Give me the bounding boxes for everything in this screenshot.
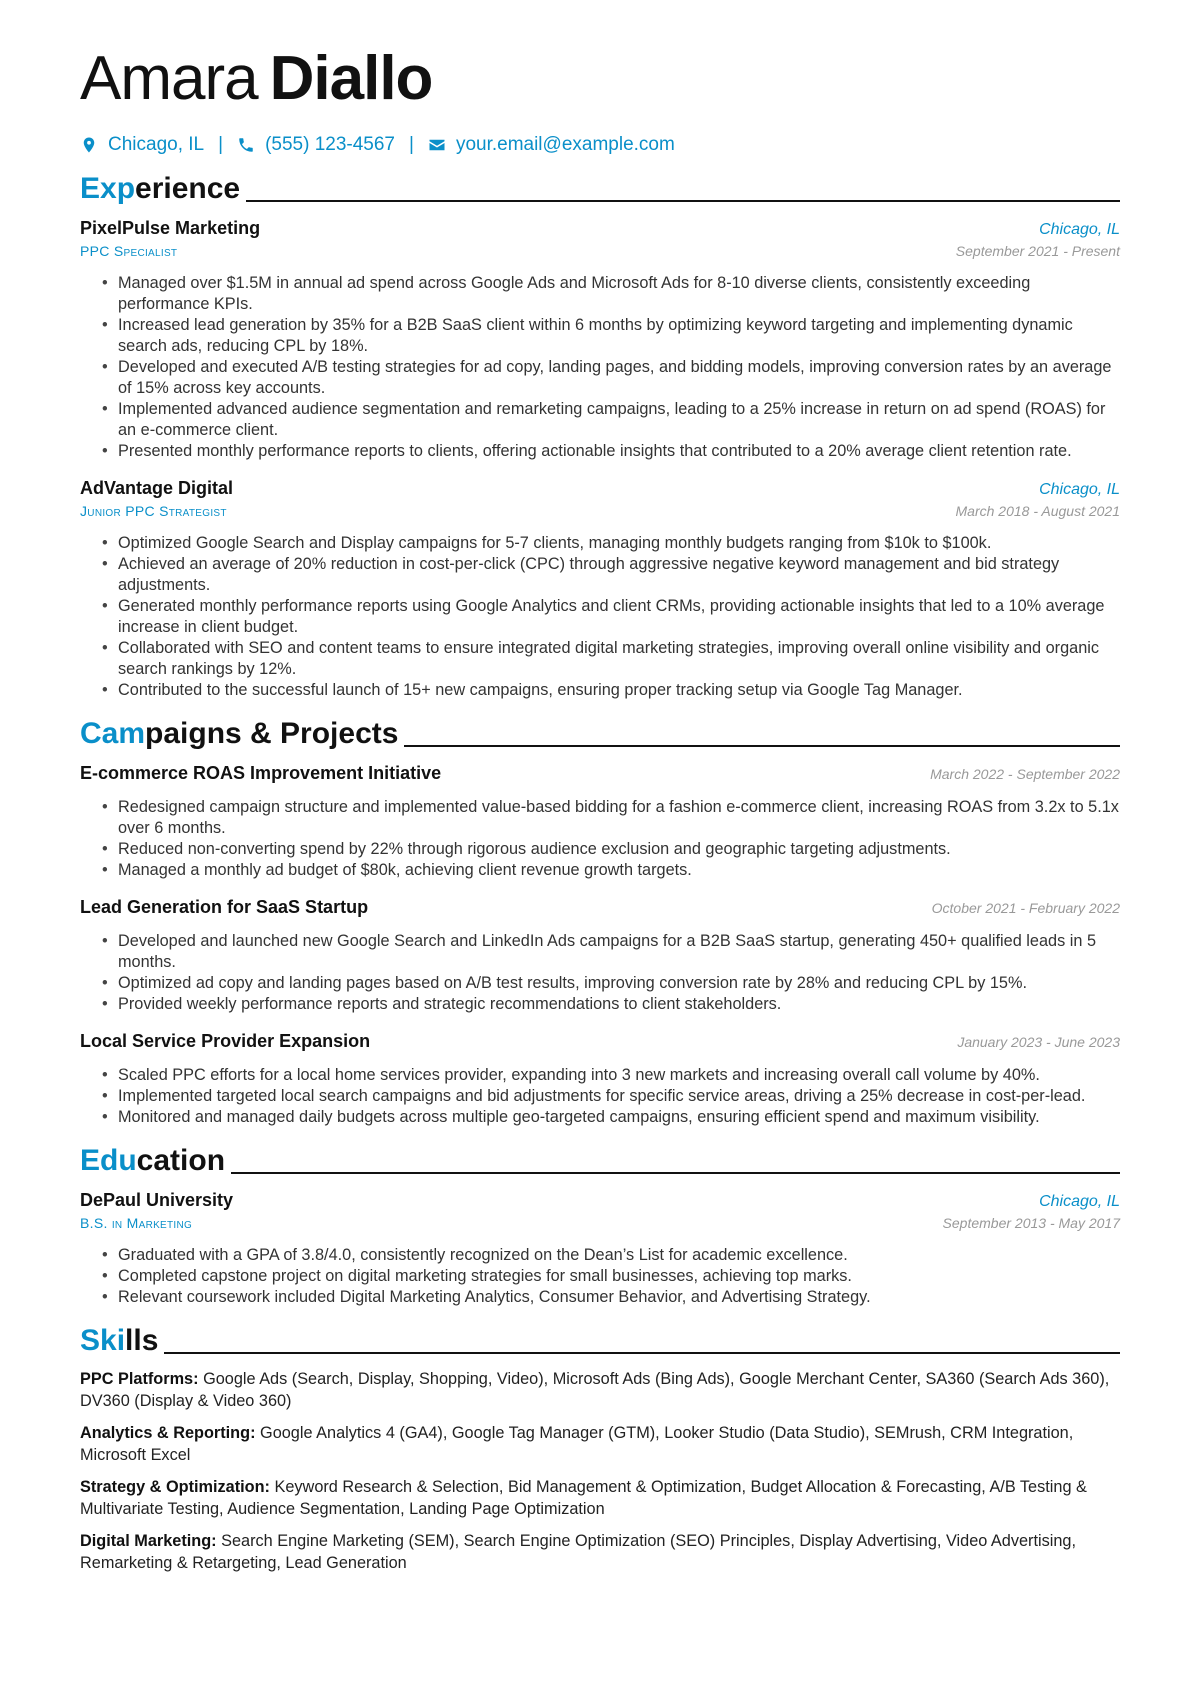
education-bullets [102,1245,1120,1308]
list-item: • Relevant coursework included Digital Marketing Analytics, Consumer Behavior, and Advertising Strategy. [102,1287,1120,1308]
projects-heading [80,713,1120,751]
skill-group [80,1368,1120,1412]
phone-text: (555) 123-4567 [265,134,395,155]
job-dates: September 2021 - Present [955,243,1120,259]
contact-line [80,132,1120,158]
first-name: Amara [80,44,258,113]
experience-heading [80,168,1120,206]
job-entry [80,216,1120,462]
section-divider [231,1172,1120,1174]
job-bullets [102,533,1120,701]
education-entry [80,1188,1120,1308]
project-dates: March 2022 - September 2022 [930,766,1120,782]
list-item: • Implemented targeted local search campaigns and bid adjustments for specific service areas, driving a 25% decrease in cost-per-lead. [102,1086,1120,1107]
skills-heading [80,1320,1120,1358]
contact-location [80,134,204,156]
education-dates: September 2013 - May 2017 [942,1215,1120,1231]
skill-group [80,1530,1120,1574]
list-item: • Monitored and managed daily budgets across multiple geo-targeted campaigns, ensuring efficient spend and maximum visibility. [102,1107,1120,1128]
list-item: • Managed over $1.5M in annual ad spend across Google Ads and Microsoft Ads for 8-10 diverse clients, consistently exceeding performance KPIs. [102,273,1120,315]
skill-label: Strategy & Optimization: [80,1478,270,1496]
job-location: Chicago, IL [1039,481,1120,498]
education-heading [80,1140,1120,1178]
project-dates: January 2023 - June 2023 [957,1034,1120,1050]
project-bullets [102,931,1120,1015]
contact-separator: | [409,134,414,155]
school-location: Chicago, IL [1039,1193,1120,1210]
list-item: • Optimized Google Search and Display campaigns for 5-7 clients, managing monthly budgets ranging from $10k to $100k. [102,533,1120,554]
email-text: your.email@example.com [455,134,675,155]
skill-text: Keyword Research & Selection, Bid Management & Optimization, Budget Allocation & Forecasting, A/B Testing & Multivariate Testing, Audience Segmentation, Landing Page Optimization [80,1478,1087,1518]
list-item: • Presented monthly performance reports to clients, offering actionable insights that contributed to a 20% average client retention rate. [102,441,1120,462]
degree: B.S. in Marketing [80,1215,193,1231]
job-role: PPC Specialist [80,243,178,259]
section-title: Education [80,1144,226,1177]
list-item: • Implemented advanced audience segmentation and remarketing campaigns, leading to a 25% increase in return on ad spend (ROAS) for an e-commerce client. [102,399,1120,441]
location-text: Chicago, IL [108,134,205,155]
resume-page [80,40,1120,1574]
phone-icon [237,135,255,155]
section-title: Skills [80,1324,159,1357]
list-item: • Managed a monthly ad budget of $80k, achieving client revenue growth targets. [102,860,1120,881]
list-item: • Scaled PPC efforts for a local home services provider, expanding into 3 new markets and increasing overall call volume by 40%. [102,1065,1120,1086]
list-item: • Achieved an average of 20% reduction in cost-per-click (CPC) through aggressive negative keyword management and bid strategy adjustments. [102,554,1120,596]
job-bullets [102,273,1120,462]
list-item: • Contributed to the successful launch of 15+ new campaigns, ensuring proper tracking setup via Google Tag Manager. [102,680,1120,701]
company-name: AdVantage Digital [80,478,234,498]
list-item: • Graduated with a GPA of 3.8/4.0, consistently recognized on the Dean’s List for academic excellence. [102,1245,1120,1266]
project-bullets [102,797,1120,881]
skill-group [80,1476,1120,1520]
list-item: • Provided weekly performance reports and strategic recommendations to client stakeholders. [102,994,1120,1015]
project-name: Local Service Provider Expansion [80,1031,371,1051]
contact-email[interactable] [428,134,675,156]
section-title: Experience [80,172,241,205]
company-name: PixelPulse Marketing [80,218,261,238]
project-name: Lead Generation for SaaS Startup [80,897,369,917]
contact-phone[interactable] [237,134,395,156]
skill-group [80,1422,1120,1466]
skill-label: Digital Marketing: [80,1532,217,1550]
list-item: • Reduced non-converting spend by 22% through rigorous audience exclusion and geographic targeting adjustments. [102,839,1120,860]
job-dates: March 2018 - August 2021 [955,503,1120,519]
skill-label: PPC Platforms: [80,1370,199,1388]
project-entry [80,1029,1120,1128]
list-item: • Generated monthly performance reports using Google Analytics and client CRMs, providing actionable insights that led to a 10% average increase in client budget. [102,596,1120,638]
job-location: Chicago, IL [1039,221,1120,238]
list-item: • Increased lead generation by 35% for a B2B SaaS client within 6 months by optimizing keyword targeting and implementing dynamic search ads, reducing CPL by 18%. [102,315,1120,357]
list-item: • Developed and launched new Google Search and LinkedIn Ads campaigns for a B2B SaaS startup, generating 450+ qualified leads in 5 months. [102,931,1120,973]
section-divider [164,1352,1120,1354]
section-divider [404,745,1120,747]
envelope-icon [428,135,446,155]
project-dates: October 2021 - February 2022 [931,900,1120,916]
list-item: • Completed capstone project on digital marketing strategies for small businesses, achieving top marks. [102,1266,1120,1287]
skill-text: Google Ads (Search, Display, Shopping, Video), Microsoft Ads (Bing Ads), Google Merchant Center, SA360 (Search Ads 360), DV360 (Display & Video 360) [80,1370,1110,1410]
project-entry [80,761,1120,881]
skill-text: Google Analytics 4 (GA4), Google Tag Manager (GTM), Looker Studio (Data Studio), SEMrush, CRM Integration, Microsoft Excel [80,1424,1074,1464]
project-name: E-commerce ROAS Improvement Initiative [80,763,442,783]
skill-label: Analytics & Reporting: [80,1424,256,1442]
candidate-name [80,40,1120,118]
list-item: • Optimized ad copy and landing pages based on A/B test results, improving conversion rate by 28% and reducing CPL by 15%. [102,973,1120,994]
project-entry [80,895,1120,1015]
list-item: • Redesigned campaign structure and implemented value-based bidding for a fashion e-commerce client, increasing ROAS from 3.2x to 5.1x over 6 months. [102,797,1120,839]
school-name: DePaul University [80,1190,234,1210]
map-pin-icon [80,135,98,155]
job-entry [80,476,1120,701]
contact-separator: | [218,134,224,155]
section-divider [246,200,1120,202]
job-role: Junior PPC Strategist [80,503,227,519]
list-item: • Developed and executed A/B testing strategies for ad copy, landing pages, and bidding models, improving conversion rates by an average of 15% across key accounts. [102,357,1120,399]
project-bullets [102,1065,1120,1128]
skill-text: Search Engine Marketing (SEM), Search Engine Optimization (SEO) Principles, Display Advertising, Video Advertising, Remarketing & Retargeting, Lead Generation [80,1532,1076,1572]
list-item: • Collaborated with SEO and content teams to ensure integrated digital marketing strategies, improving overall online visibility and organic search rankings by 12%. [102,638,1120,680]
section-title: Campaigns & Projects [80,717,399,750]
last-name: Diallo [269,44,433,113]
